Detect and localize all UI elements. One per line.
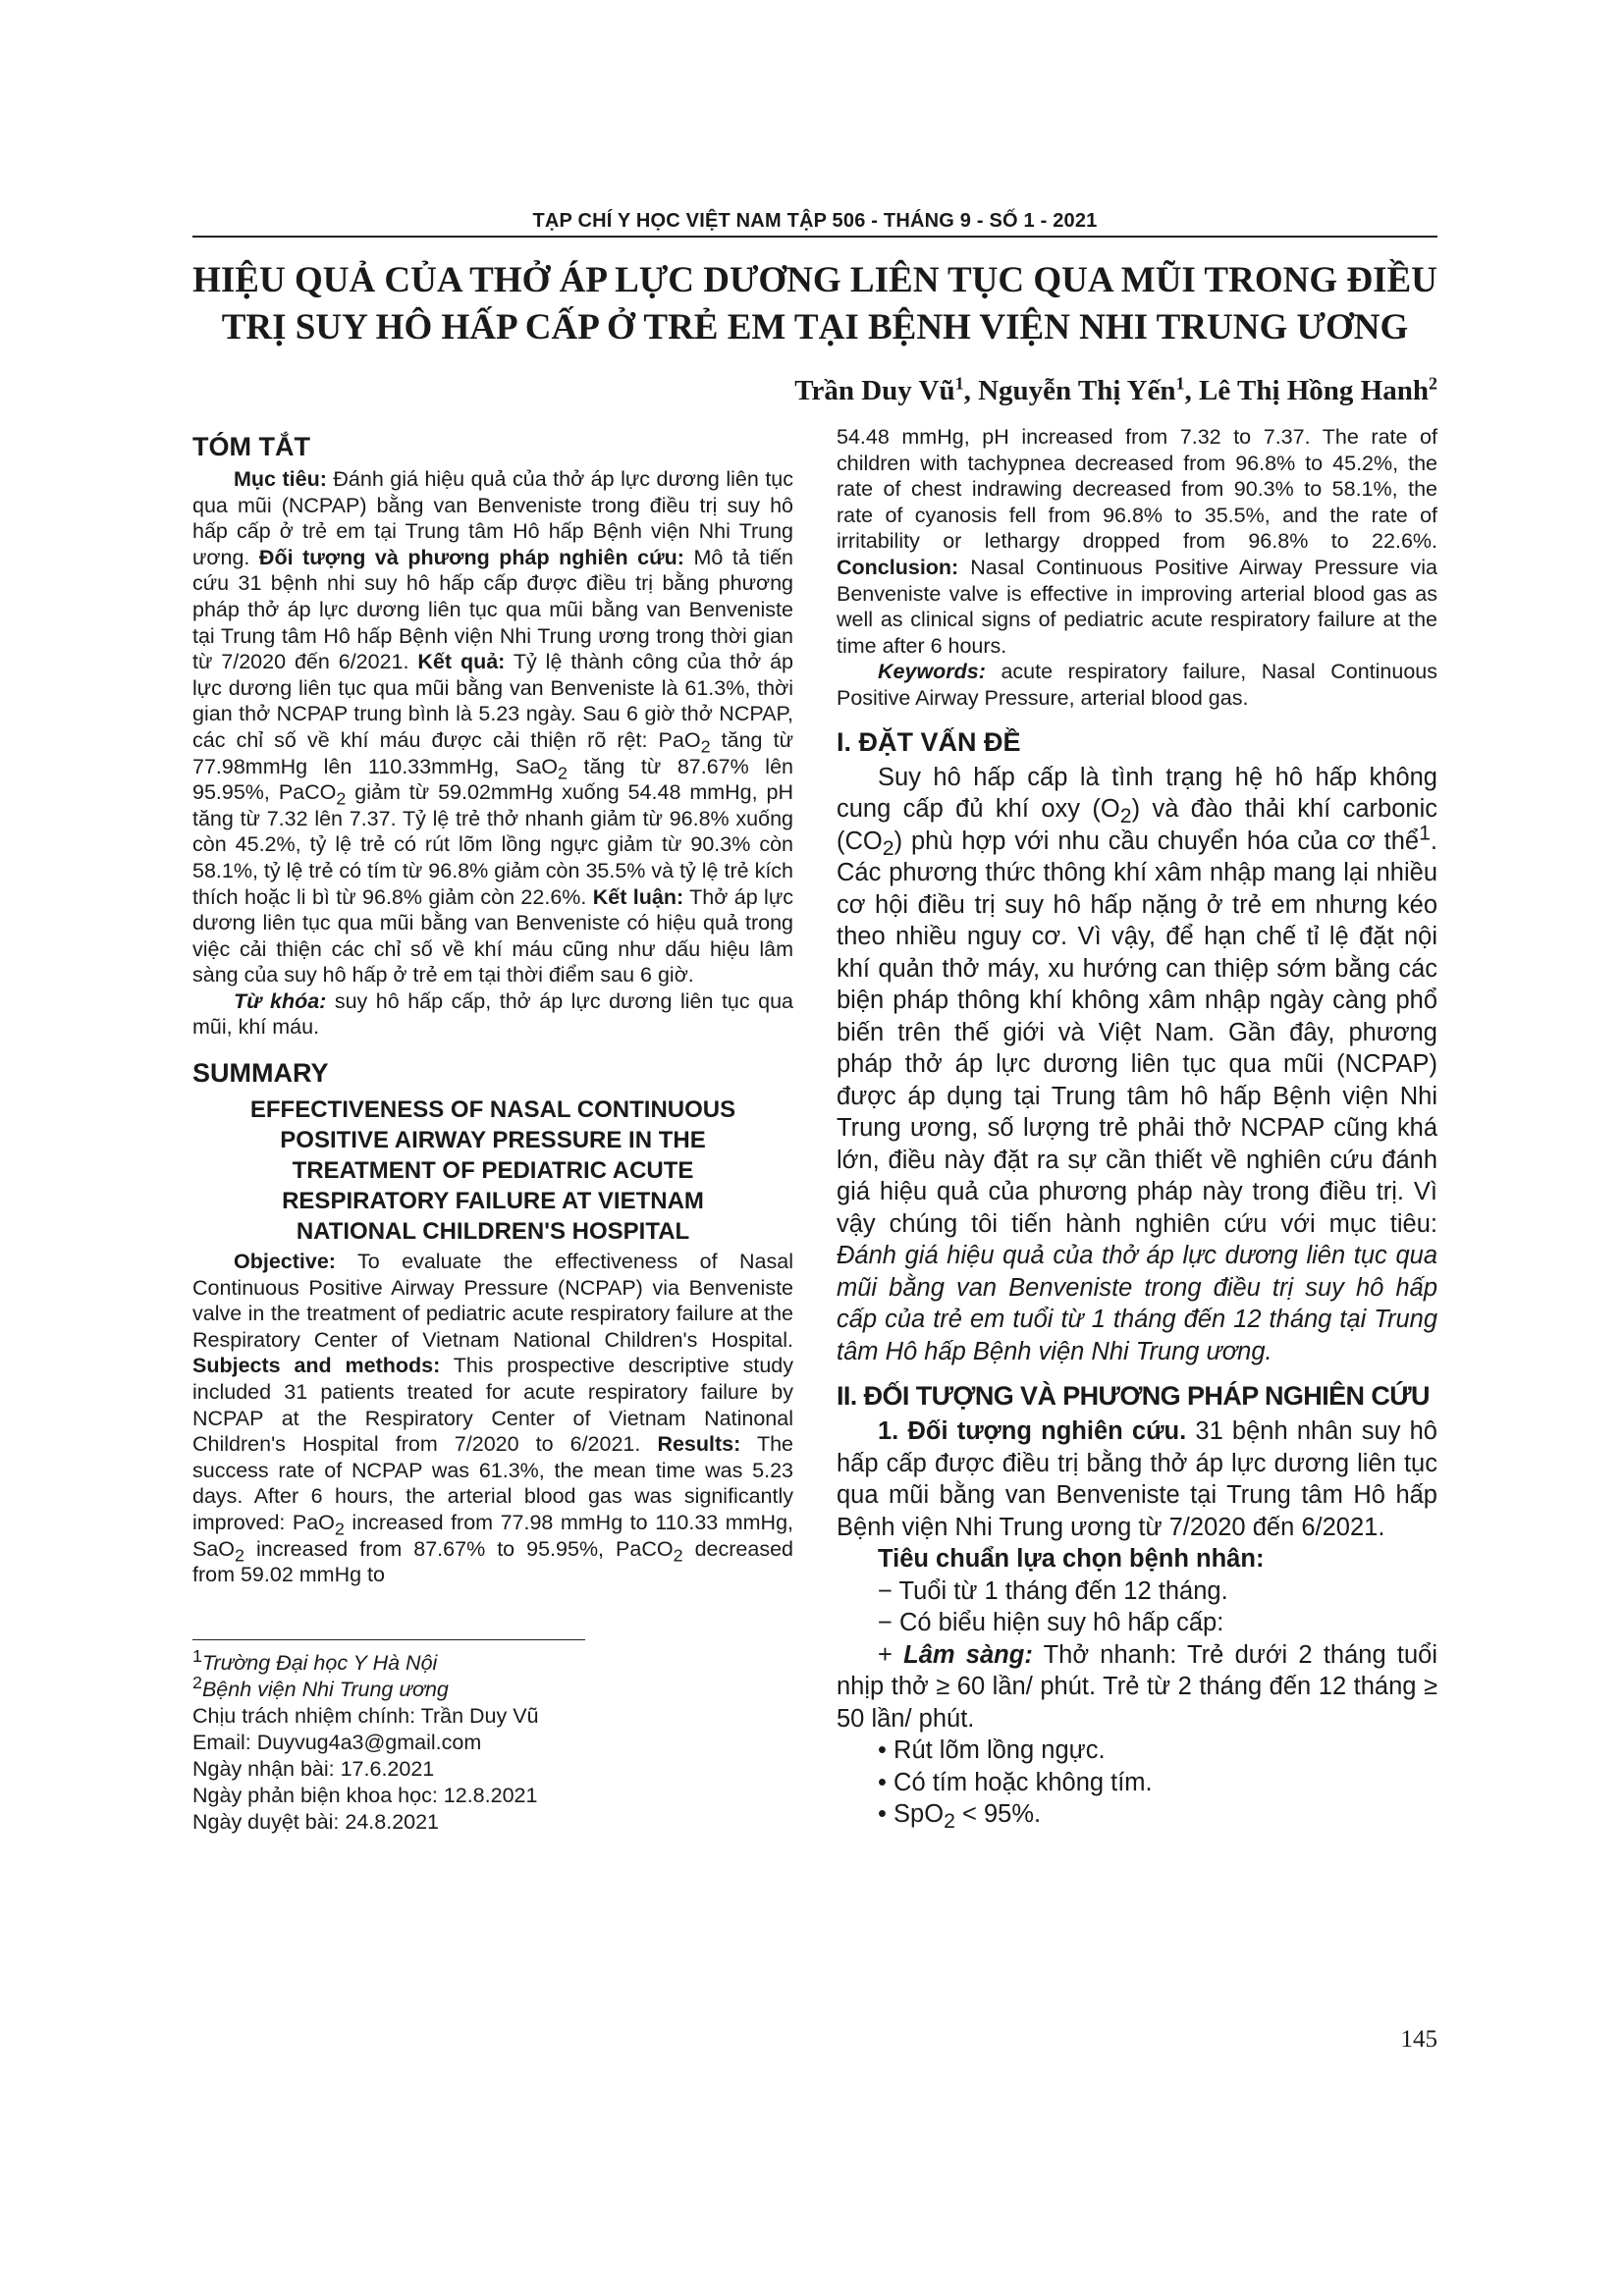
bullet-text: < 95%. bbox=[954, 1800, 1042, 1829]
section-1-paragraph bbox=[837, 762, 1437, 1368]
bullet-item bbox=[837, 1767, 1437, 1799]
footnote-text: Trường Đại học Y Hà Nội bbox=[201, 1650, 438, 1675]
results-text: giảm từ 59.02mmHg xuống 54.48 mmHg, pH tăng từ 7.32 lên 7.37. Tỷ lệ trẻ thở nhanh giảm từ 96.8% xuống còn 45.2%, tỷ lệ trẻ có rút lõm lồng ngực giảm từ 90.3% còn 58.1%, tỷ lệ trẻ có tím từ 96.8% giảm còn 35.5% và tỷ lệ trẻ kích thích hoặc li bì từ 96.8% giảm còn 22.6%. bbox=[192, 780, 794, 909]
footnote-affiliation-2 bbox=[192, 1672, 793, 1703]
footnote-reviewed: Ngày phản biện khoa học: 12.8.2021 bbox=[192, 1783, 538, 1807]
author-list: Trần Duy $Vũ^1$, Nguyễn Thị Yến$^1$, Lê Thị Hồng Hanh$^2$ bbox=[794, 373, 1437, 406]
section-1-heading: I. ĐẶT VẤN ĐỀ bbox=[837, 726, 1021, 757]
criteria-text: Tuổi từ 1 tháng đến 12 tháng. bbox=[892, 1576, 1228, 1605]
abstract-vietnamese bbox=[192, 466, 793, 1041]
objective-text: To evaluate the effectiveness of Nasal Continuous Positive Airway Pressure (NCPAP) via Benveniste valve in the treatment of pediatric acute respiratory failure at the Respiratory Center of Vietnam National Children's Hospital. bbox=[192, 1250, 793, 1352]
left-column bbox=[192, 424, 793, 1836]
subscript: 2 bbox=[557, 762, 568, 782]
methods-text: This prospective descriptive study included 31 patients treated for acute respiratory failure by NCPAP at the Respiratory Center of Vietnam Natinonal Children's Hospital from 7/2020 to 6/2021. bbox=[192, 1354, 793, 1457]
methods-label: Đối tượng và phương pháp nghiên cứu: bbox=[258, 545, 684, 569]
citation-mark: 1 bbox=[1419, 821, 1431, 845]
summary-paragraph bbox=[192, 1249, 793, 1588]
keywords-paragraph bbox=[837, 659, 1437, 711]
methods-text: Mô tả tiến cứu 31 bệnh nhi suy hô hấp cấp được điều trị bằng phương pháp thở áp lực dương liên tục qua mũi bằng van Benveniste tại Trung tâm Hô hấp Bệnh viện Nhi Trung ương trong thời gian từ 7/2020 đến 6/2021. bbox=[192, 545, 793, 674]
results-text-continued: decreased from 59.02 mmHg to bbox=[192, 1536, 793, 1587]
article-title-line-2: TRỊ SUY HÔ HẤP CẤP Ở TRẺ EM TẠI BỆNH VIỆN NHI TRUNG ƯƠNG bbox=[221, 307, 1409, 347]
dash-marker: − bbox=[878, 1609, 893, 1637]
criteria-item bbox=[837, 1607, 1437, 1639]
footnote-accepted: Ngày duyệt bài: 24.8.2021 bbox=[192, 1809, 440, 1834]
body-text: ) và đào thải khí carbonic (CO bbox=[837, 795, 1437, 855]
results-text: Tỷ lệ thành công của thở áp lực dương liên tục qua mũi bằng van Benveniste là 61.3%, thời gian thở NCPAP trung bình là 5.23 ngày. Sau 6 giờ thở NCPAP, các chỉ số về khí máu được cải thiện rõ rệt: PaO bbox=[192, 650, 794, 752]
footnote-rule bbox=[192, 1639, 585, 1640]
subsection-1-paragraph bbox=[837, 1415, 1437, 1543]
affiliation-mark: 1 bbox=[954, 373, 964, 394]
section-2-heading: II. ĐỐI TƯỢNG VÀ PHƯƠNG PHÁP NGHIÊN CỨU bbox=[837, 1381, 1430, 1412]
bullet-item bbox=[837, 1735, 1437, 1767]
summary-heading: SUMMARY bbox=[192, 1058, 329, 1089]
results-text: The success rate of NCPAP was 61.3%, the mean time was 5.23 days. After 6 hours, the arterial blood gas was significantly improved: PaO bbox=[192, 1432, 793, 1534]
conclusion-text: Thở áp lực dương liên tục qua mũi bằng van Benveniste có hiệu quả trong việc cải thiện các chỉ số về khí máu cũng như dấu hiệu lâm sàng của suy hô hấp ở trẻ em tại thời điểm sau 6 giờ. bbox=[192, 884, 793, 988]
objective-label: Mục tiêu: bbox=[234, 467, 327, 491]
methods-label: Subjects and methods: bbox=[192, 1354, 441, 1378]
abstract-english bbox=[192, 1249, 793, 1588]
bullet-item bbox=[837, 1798, 1437, 1834]
summary-continued bbox=[837, 424, 1437, 712]
body-text: Suy hô hấp cấp là tình trạng hệ hô hấp không cung cấp đủ khí oxy (O bbox=[837, 763, 1437, 824]
abstract-heading: TÓM TẮT bbox=[192, 432, 310, 461]
subscript: 2 bbox=[944, 1809, 955, 1834]
author-name: Nguyễn Thị Yến bbox=[978, 375, 1176, 406]
results-text: tăng từ 77.98mmHg lên 110.33mmHg, SaO bbox=[192, 727, 793, 778]
footnote-affiliation-1 bbox=[192, 1645, 793, 1677]
results-label: Kết quả: bbox=[417, 650, 506, 674]
article-title-line-1: HIỆU QUẢ CỦA THỞ ÁP LỰC DƯƠNG LIÊN TỤC QUA MŨI TRONG ĐIỀU bbox=[192, 260, 1437, 300]
keywords-label: Keywords: bbox=[878, 660, 986, 684]
criteria-heading bbox=[837, 1543, 1437, 1575]
keywords-text: acute respiratory failure, Nasal Continuous Positive Airway Pressure, arterial blood gas. bbox=[837, 660, 1437, 710]
bullet-text: SpO bbox=[886, 1800, 945, 1829]
objective-label: Objective: bbox=[234, 1250, 336, 1274]
subscript: 2 bbox=[673, 1544, 683, 1565]
subscript: 2 bbox=[334, 1519, 345, 1539]
affiliation-mark: 1 bbox=[1175, 373, 1185, 394]
plus-marker: + bbox=[878, 1640, 893, 1669]
subscript: 2 bbox=[235, 1544, 244, 1565]
section-2-body bbox=[837, 1415, 1437, 1834]
author-name: Lê Thị Hồng Hanh bbox=[1199, 375, 1429, 406]
journal-page bbox=[192, 0, 1437, 2296]
keywords-paragraph bbox=[192, 988, 793, 1041]
subscript: 2 bbox=[700, 736, 711, 757]
subscript: 2 bbox=[882, 835, 894, 860]
bullet-marker: • bbox=[878, 1768, 887, 1796]
criteria-heading-text: Tiêu chuẩn lựa chọn bệnh nhân: bbox=[878, 1545, 1265, 1574]
bullet-text: Có tím hoặc không tím. bbox=[886, 1768, 1153, 1796]
body-text: ) phù hợp với nhu cầu chuyển hóa của cơ thể bbox=[893, 827, 1420, 855]
affiliation-mark: 2 bbox=[1429, 373, 1437, 394]
clinical-criteria bbox=[837, 1639, 1437, 1735]
conclusion-label: Conclusion: bbox=[837, 555, 959, 579]
summary-continued-paragraph bbox=[837, 424, 1437, 659]
clinical-label: Lâm sàng: bbox=[903, 1640, 1033, 1669]
results-text: increased from 87.67% to 95.95%, PaCO bbox=[244, 1536, 674, 1561]
clinical-text: Thở nhanh: Trẻ dưới 2 tháng tuổi nhịp thở ≥ 60 lần/ phút. Trẻ từ 2 tháng đến 12 tháng ≥ 50 lần/ phút. bbox=[837, 1640, 1437, 1733]
keywords-label: Từ khóa: bbox=[234, 988, 327, 1013]
abstract-paragraph bbox=[192, 466, 793, 988]
footnotes bbox=[192, 1645, 793, 1836]
header-rule bbox=[192, 236, 1437, 238]
footnote-received: Ngày nhận bài: 17.6.2021 bbox=[192, 1756, 435, 1781]
author-name: Trần Duy Vũ bbox=[794, 375, 955, 406]
page-number: 145 bbox=[1400, 2026, 1437, 2053]
running-header: TẠP CHÍ Y HỌC VIỆT NAM TẬP 506 - THÁNG 9 - SỐ 1 - 2021 bbox=[532, 210, 1098, 232]
section-1-body bbox=[837, 762, 1437, 1368]
criteria-item bbox=[837, 1575, 1437, 1608]
summary-title: EFFECTIVENESS OF NASAL CONTINUOUS POSITIVE AIRWAY PRESSURE IN THE TREATMENT OF PEDIATRIC ACUTE RESPIRATORY FAILURE AT VIETNAM NATIONAL CHILDREN'S HOSPITAL bbox=[249, 1096, 736, 1246]
footnote-mark: 2 bbox=[192, 1672, 202, 1692]
conclusion-label: Kết luận: bbox=[592, 884, 684, 909]
subsection-1-label: 1. Đối tượng nghiên cứu. bbox=[878, 1417, 1187, 1446]
subsection-1-text: 31 bệnh nhân suy hô hấp cấp được điều trị bằng thở áp lực dương liên tục qua mũi bằng van Benveniste tại Trung tâm Hô hấp Bệnh viện Nhi Trung ương từ 7/2020 đến 6/2021. bbox=[837, 1417, 1437, 1541]
right-column bbox=[837, 424, 1437, 1834]
results-text: 54.48 mmHg, pH increased from 7.32 to 7.37. The rate of children with tachypnea decreased from 96.8% to 45.2%, the rate of chest indrawing decreased from 90.3% to 58.1%, the rate of cyanosis fell from 96.8% to 35.5%, and the rate of irritability or lethargy dropped from 96.8% to 22.6%. bbox=[837, 425, 1437, 554]
results-text: tăng từ 87.67% lên 95.95%, PaCO bbox=[192, 754, 793, 805]
footnote-mark: 1 bbox=[192, 1645, 202, 1666]
footnote-text: Bệnh viện Nhi Trung ương bbox=[201, 1677, 449, 1701]
criteria-text: Có biểu hiện suy hô hấp cấp: bbox=[892, 1609, 1224, 1637]
results-label: Results: bbox=[657, 1432, 741, 1457]
bullet-text: Rút lõm lồng ngực. bbox=[886, 1736, 1106, 1765]
subscript: 2 bbox=[1119, 804, 1132, 828]
bullet-marker: • bbox=[878, 1800, 887, 1829]
dash-marker: − bbox=[878, 1576, 893, 1605]
study-objective: Đánh giá hiệu quả của thở áp lực dương liên tục qua mũi bằng van Benveniste trong điều trị suy hô hấp cấp của trẻ em tuổi từ 1 tháng đến 12 tháng tại Trung tâm Hô hấp Bệnh viện Nhi Trung ương. bbox=[837, 1242, 1437, 1365]
article-title bbox=[192, 257, 1437, 351]
body-text: . Các phương thức thông khí xâm nhập mang lại nhiều cơ hội điều trị suy hô hấp nặng ở trẻ em nhưng kéo theo nhiều nguy cơ. Vì vậy, để hạn chế tỉ lệ đặt nội khí quản thở máy, xu hướng can thiệp sớm bằng các biện pháp thông khí không xâm nhập ngày càng phổ biến trên thế giới và Việt Nam. Gần đây, phương pháp thở áp lực dương liên tục qua mũi (NCPAP) được áp dụng tại Trung tâm hô hấp Bệnh viện Nhi Trung ương, số lượng trẻ phải thở NCPAP cũng khá lớn, điều này đặt ra sự cần thiết về nghiên cứu đánh giá hiệu quả của phương pháp này trong điều trị. Vì vậy chúng tôi tiến hành nghiên cứu với mục tiêu: bbox=[837, 827, 1437, 1238]
footnote-email: Email: Duyvug4a3@gmail.com bbox=[192, 1730, 482, 1754]
footnote-responsible: Chịu trách nhiệm chính: Trần Duy Vũ bbox=[192, 1703, 539, 1728]
bullet-marker: • bbox=[878, 1736, 887, 1765]
conclusion-text: Nasal Continuous Positive Airway Pressure via Benveniste valve is effective in improving arterial blood gas as well as clinical signs of pediatric acute respiratory failure at the time after 6 hours. bbox=[837, 555, 1437, 658]
keywords-text: suy hô hấp cấp, thở áp lực dương liên tục qua mũi, khí máu. bbox=[192, 988, 793, 1040]
objective-text: Đánh giá hiệu quả của thở áp lực dương liên tục qua mũi (NCPAP) bằng van Benveniste trong điều trị suy hô hấp cấp ở trẻ em tại Trung tâm Hô hấp Bệnh viện Nhi Trung ương. bbox=[192, 467, 794, 569]
subscript: 2 bbox=[336, 788, 347, 809]
results-text: increased from 77.98 mmHg to 110.33 mmHg, SaO bbox=[192, 1511, 793, 1561]
